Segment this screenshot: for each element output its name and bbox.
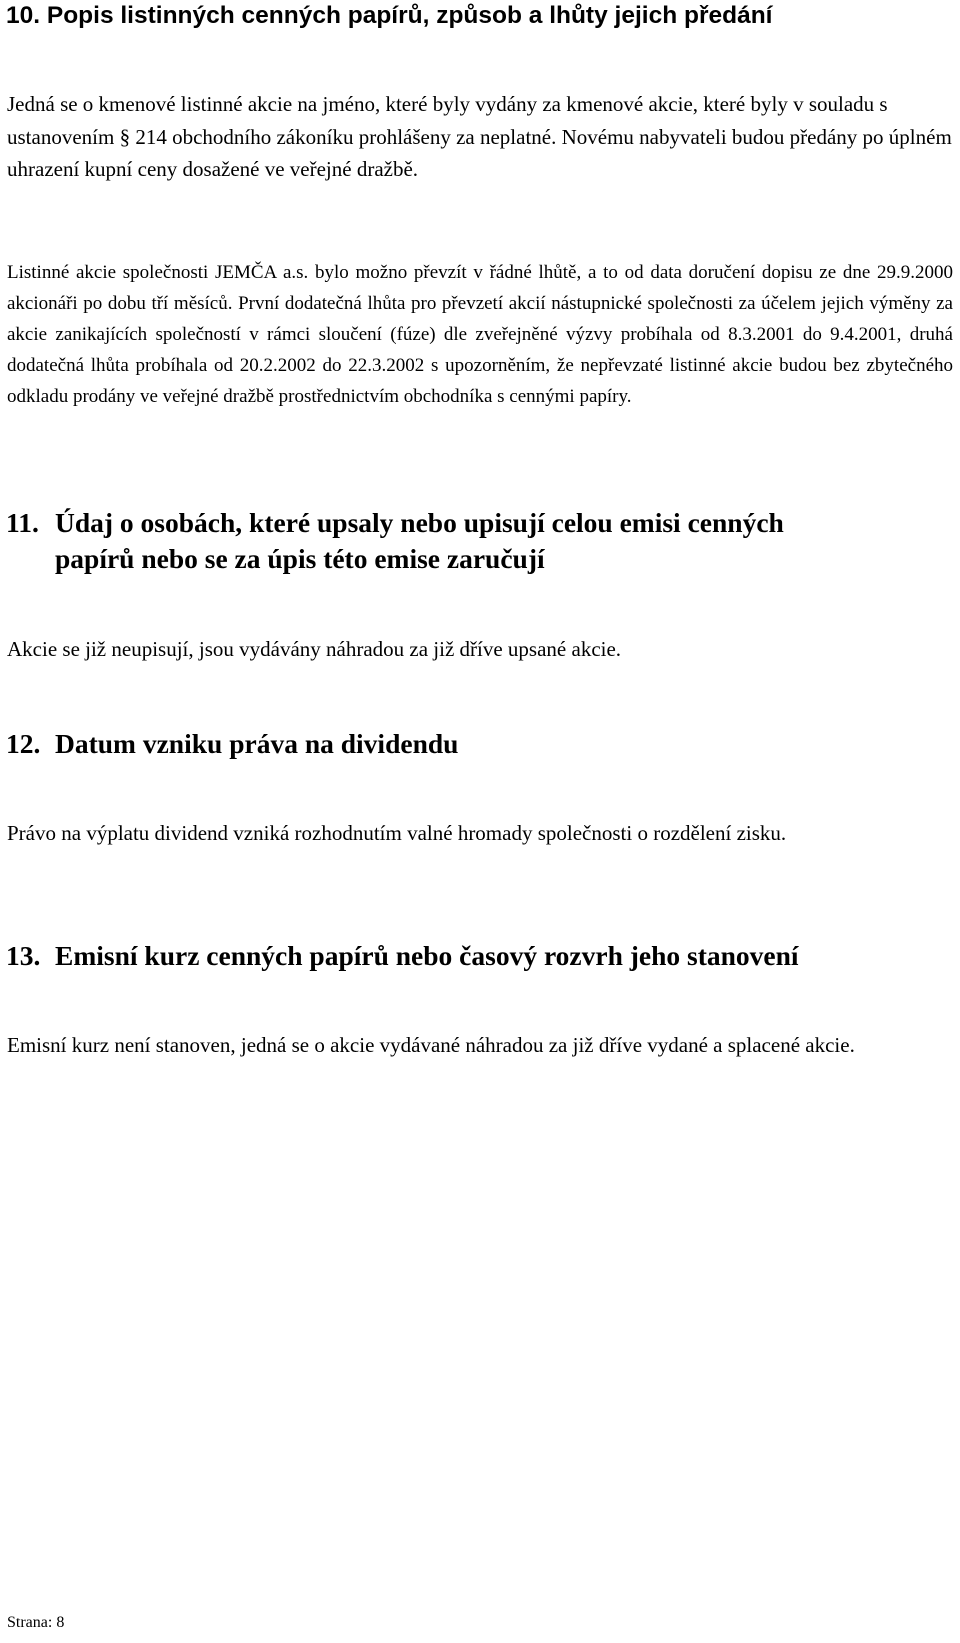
section-11-heading	[6, 505, 952, 577]
section-10-paragraph-2: Listinné akcie společnosti JEMČA a.s. bylo možno převzít v řádné lhůtě, a to od data doručení dopisu ze dne 29.9.2000 akcionáři po dobu tří měsíců. První dodatečná lhůta pro převzetí akcií nástupnické společnosti za účelem jejich výměny za akcie zanikajících společností v rámci sloučení (fúze) dle zveřejněné výzvy probíhala od 8.3.2001 do 9.4.2001, druhá dodatečná lhůta probíhala od 20.2.2002 do 22.3.2002 s upozorněním, že nepřevzaté listinné akcie budou bez zbytečného odkladu prodány ve veřejné dražbě prostřednictvím obchodníka s cennými papíry.	[7, 262, 953, 407]
page-number: Strana: 8	[7, 1614, 65, 1631]
section-13-number: 13.	[6, 940, 41, 971]
section-11-number: 11.	[6, 507, 39, 538]
section-10-paragraph-1: Jedná se o kmenové listinné akcie na jméno, které byly vydány za kmenové akcie, které byly v souladu s ustanovením § 214 obchodního zákoníku prohlášeny za neplatné. Novému nabyvateli budou předány po úplném uhrazení kupní ceny dosažené ve veřejné dražbě.	[7, 92, 952, 181]
section-10-heading: 10. Popis listinných cenných papírů, způsob a lhůty jejich předání	[6, 2, 773, 29]
section-13-heading	[6, 938, 799, 974]
section-11-heading-line-2: papírů nebo se za úpis této emise zaručují	[55, 543, 545, 574]
section-12-paragraph: Právo na výplatu dividend vzniká rozhodnutím valné hromady společnosti o rozdělení zisku.	[7, 821, 787, 845]
section-11-paragraph: Akcie se již neupisují, jsou vydávány náhradou za již dříve upsané akcie.	[7, 637, 622, 661]
section-12-number: 12.	[6, 728, 41, 759]
section-13-heading-text: Emisní kurz cenných papírů nebo časový rozvrh jeho stanovení	[55, 940, 799, 971]
section-12-heading-text: Datum vzniku práva na dividendu	[55, 728, 459, 759]
section-12-heading	[6, 726, 458, 762]
section-11-heading-line-1: Údaj o osobách, které upsaly nebo upisují celou emisi cenných	[55, 507, 784, 538]
section-13-paragraph: Emisní kurz není stanoven, jedná se o akcie vydávané náhradou za již dříve vydané a splacené akcie.	[7, 1033, 855, 1057]
